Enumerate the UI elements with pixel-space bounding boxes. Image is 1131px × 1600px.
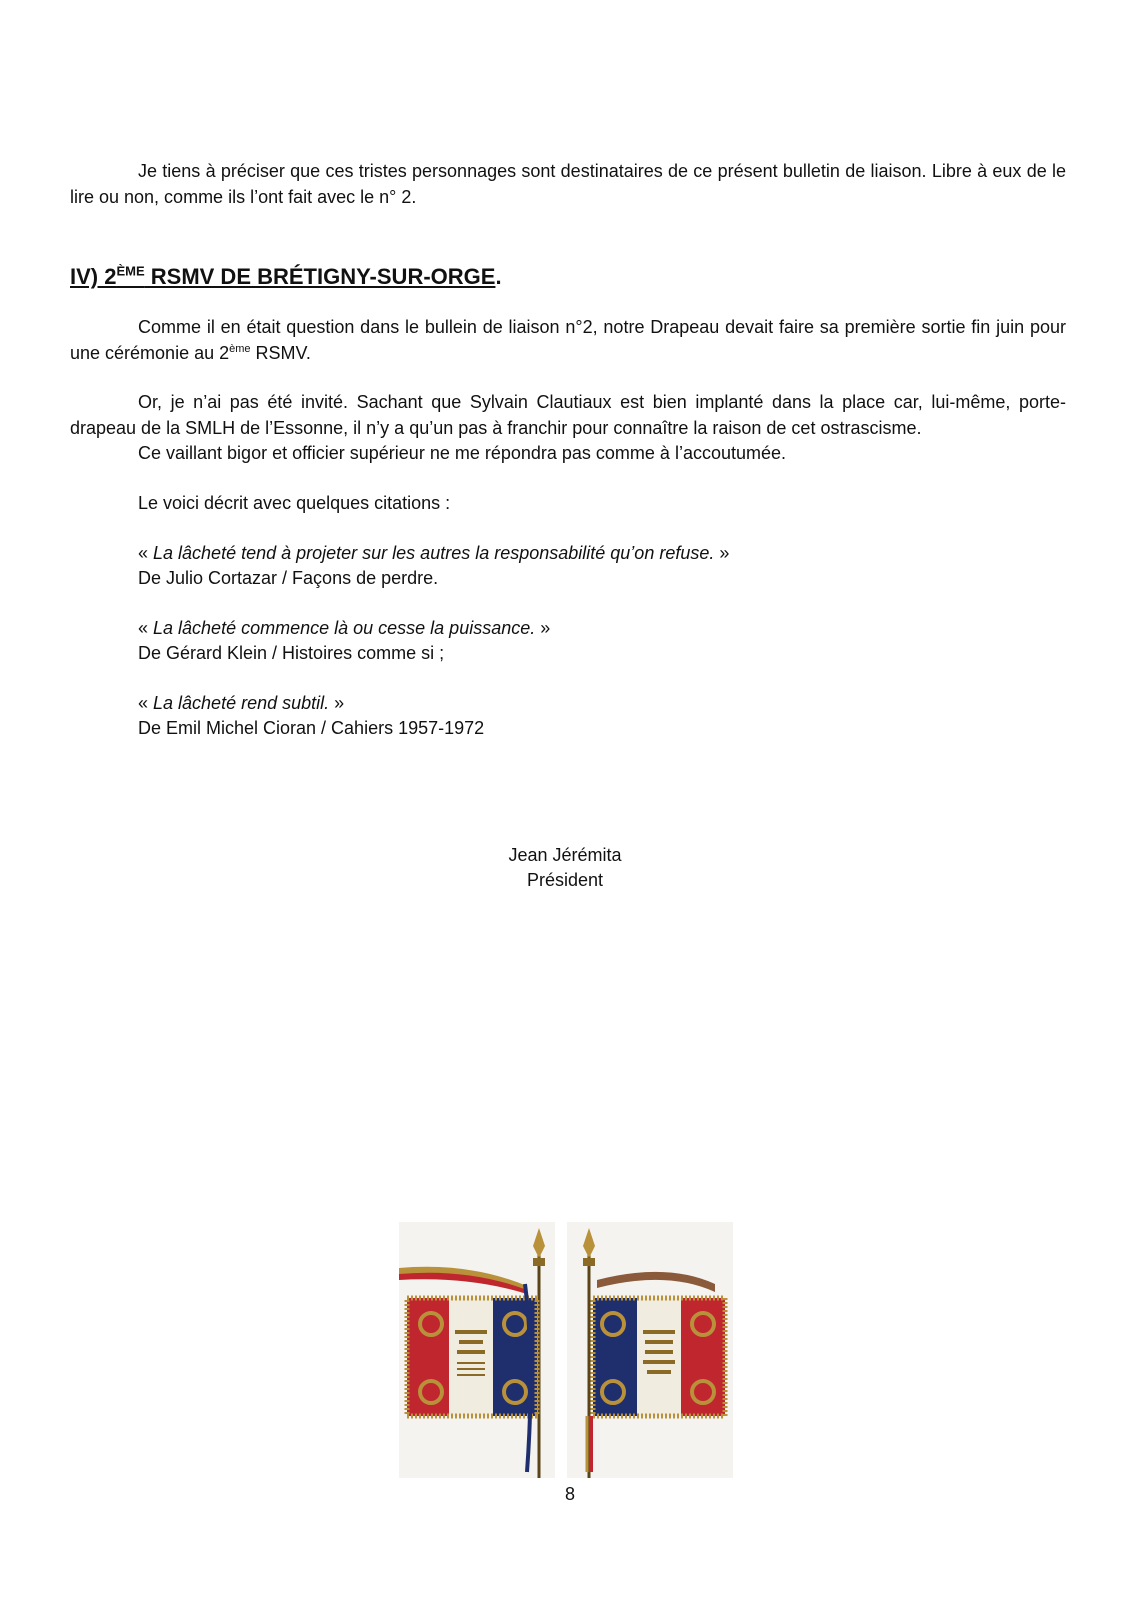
heading-superscript: ÈME: [116, 263, 145, 279]
quote-3: « La lâcheté rend subtil. »: [138, 693, 345, 713]
intro-paragraph: Je tiens à préciser que ces tristes personnages sont destinataires de ce présent bulletin de liaison. Libre à eux de le lire ou non, comme ils l’ont fait avec le n° 2.: [70, 161, 1066, 207]
flag-back-illustration: [567, 1222, 733, 1478]
drapeau-text-end: RSMV.: [250, 343, 311, 363]
signature-name: Jean Jérémita: [508, 845, 622, 865]
page-number: 8: [564, 1484, 575, 1504]
signature-title: Président: [526, 870, 604, 890]
quote-2-source: De Gérard Klein / Histoires comme si ;: [138, 643, 445, 663]
quote-1: « La lâcheté tend à projeter sur les autres la responsabilité qu’on refuse. »: [138, 543, 730, 563]
bigor-line: Ce vaillant bigor et officier supérieur ne me répondra pas comme à l’accoutumée.: [138, 443, 786, 463]
drapeau-text: Comme il en était question dans le bullein de liaison n°2, notre Drapeau devait faire sa première sortie fin juin pour une cérémonie au 2: [70, 317, 1066, 363]
citations-intro: Le voici décrit avec quelques citations :: [138, 493, 451, 513]
drapeau-superscript: ème: [229, 343, 251, 355]
quote-3-source: De Emil Michel Cioran / Cahiers 1957-1972: [138, 718, 485, 738]
heading-title: RSMV DE BRÉTIGNY-SUR-ORGE: [144, 264, 496, 289]
quote-1-text: La lâcheté tend à projeter sur les autres la responsabilité qu’on refuse.: [153, 543, 715, 563]
invite-paragraph: Or, je n’ai pas été invité. Sachant que Sylvain Clautiaux est bien implanté dans la place car, lui-même, porte-drapeau de la SMLH de l’Essonne, il n’y a qu’un pas à franchir pour connaître la raison de cet ostrascisme.: [70, 392, 1066, 438]
drapeau-paragraph: [70, 314, 1066, 366]
flag-photo-back: [567, 1222, 733, 1478]
flag-photo-front: [399, 1222, 555, 1478]
quote-1-source: De Julio Cortazar / Façons de perdre.: [138, 568, 439, 588]
quote-2-text: La lâcheté commence là ou cesse la puissance.: [153, 618, 536, 638]
section-heading: [70, 262, 502, 292]
quote-2: « La lâcheté commence là ou cesse la puissance. »: [138, 618, 551, 638]
quote-3-text: La lâcheté rend subtil.: [153, 693, 330, 713]
flag-front-illustration: [399, 1222, 555, 1478]
heading-period: .: [495, 264, 502, 289]
heading-number: IV) 2: [70, 264, 117, 289]
